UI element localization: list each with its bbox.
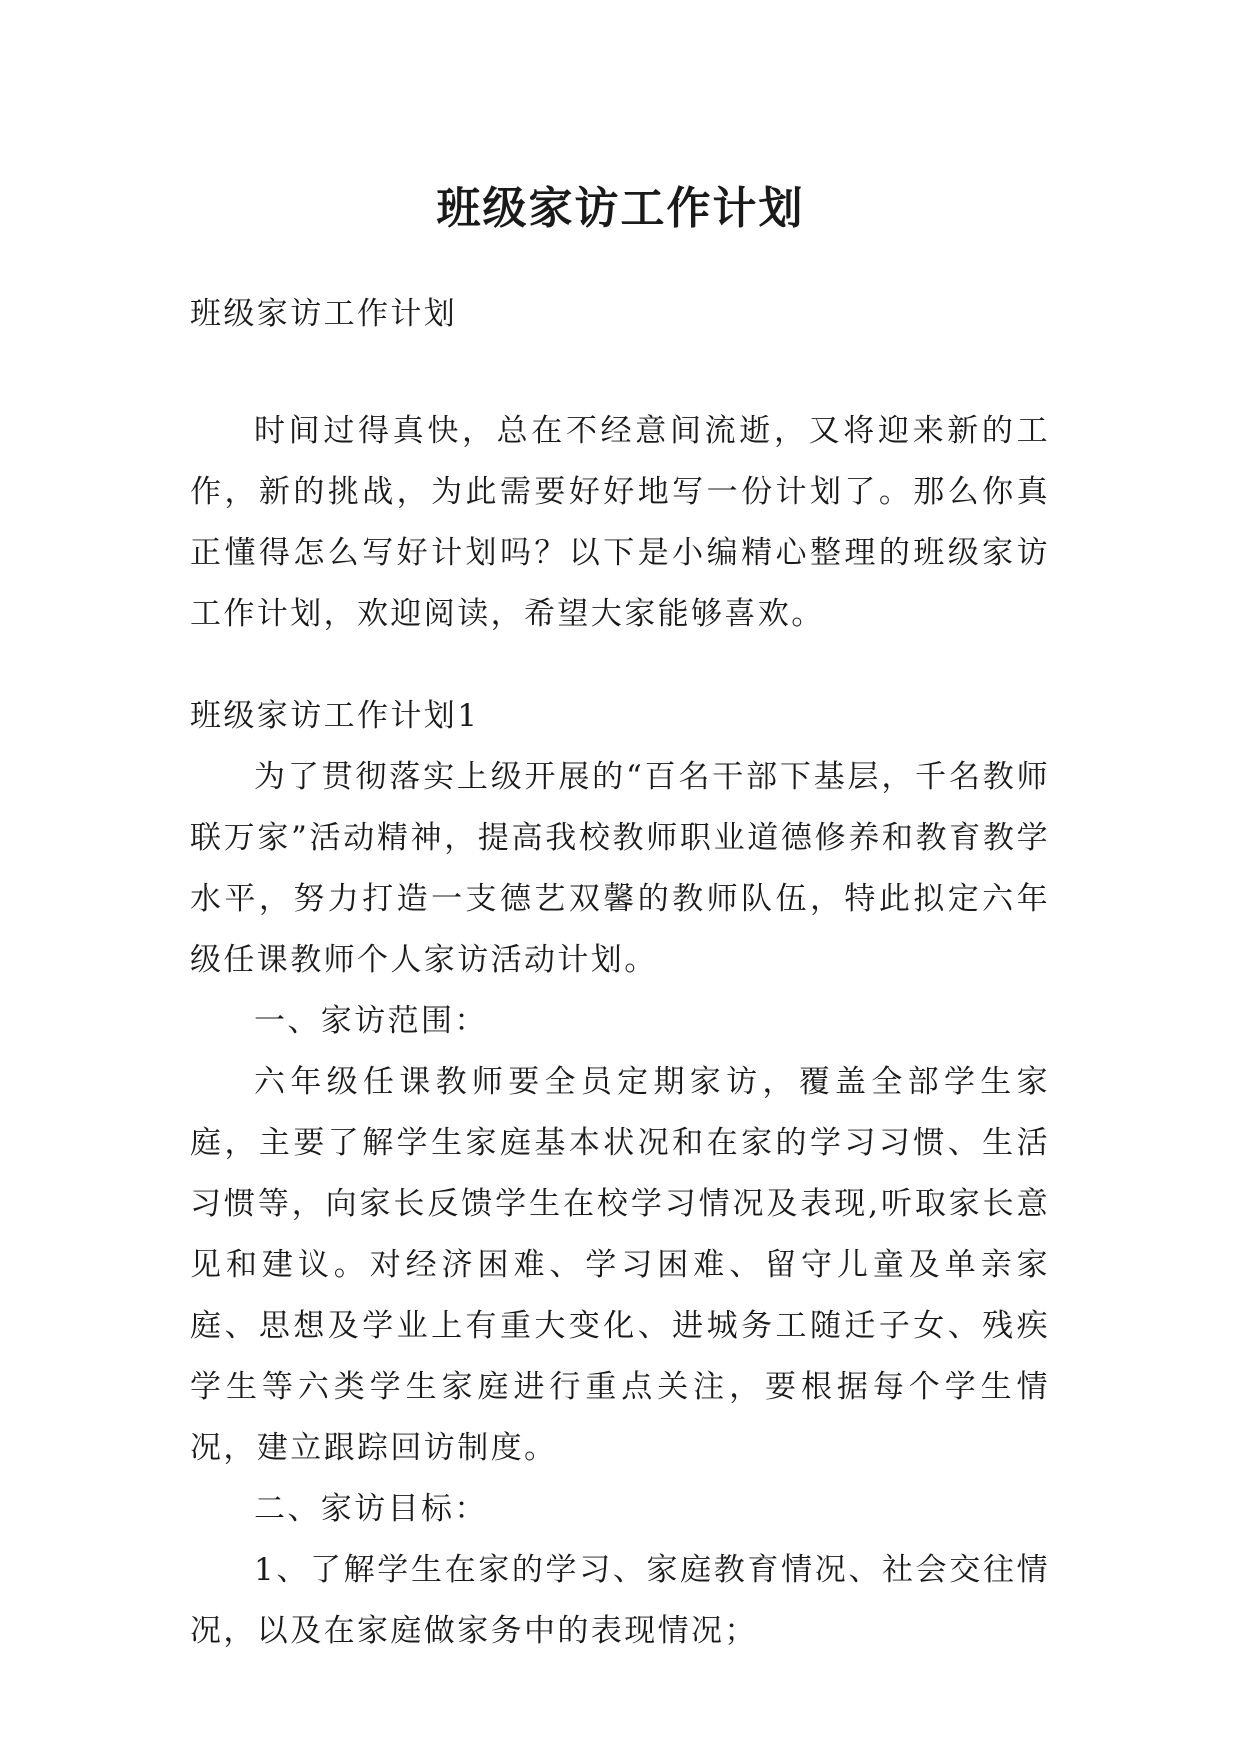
document-title: 班级家访工作计划 — [436, 183, 805, 235]
scope-paragraph: 六年级任课教师要全员定期家访，覆盖全部学生家庭，主要了解学生家庭基本状况和在家的学习习惯、生活习惯等，向家长反馈学生在校学习情况及表现,听取家长意见和建议。对经济困难、学习困难、留守儿童及单亲家庭、思想及学业上有重大变化、进城务工随迁子女、残疾学生等六类学生家庭进行重点关注，要根据每个学生情况，建立跟踪回访制度。 — [190, 1064, 1050, 1466]
scope-heading: 一、家访范围： — [254, 1003, 488, 1039]
goal-item: 1、了解学生在家的学习、家庭教育情况、社会交往情况，以及在家庭做家务中的表现情况； — [190, 1552, 1050, 1649]
plan-section-1 — [190, 686, 1050, 1662]
document-subtitle: 班级家访工作计划 — [190, 296, 458, 332]
section-heading: 班级家访工作计划1 — [190, 698, 480, 734]
section-paragraph: 为了贯彻落实上级开展的“百名干部下基层，千名教师联万家”活动精神，提高我校教师职业道德修养和教育教学水平，努力打造一支德艺双馨的教师队伍，特此拟定六年级任课教师个人家访活动计划。 — [190, 759, 1050, 978]
intro-paragraph: 时间过得真快，总在不经意间流逝，又将迎来新的工作，新的挑战，为此需要好好地写一份计划了。那么你真正懂得怎么写好计划吗？以下是小编精心整理的班级家访工作计划，欢迎阅读，希望大家能够喜欢。 — [190, 413, 1050, 632]
goal-heading: 二、家访目标： — [254, 1491, 488, 1527]
